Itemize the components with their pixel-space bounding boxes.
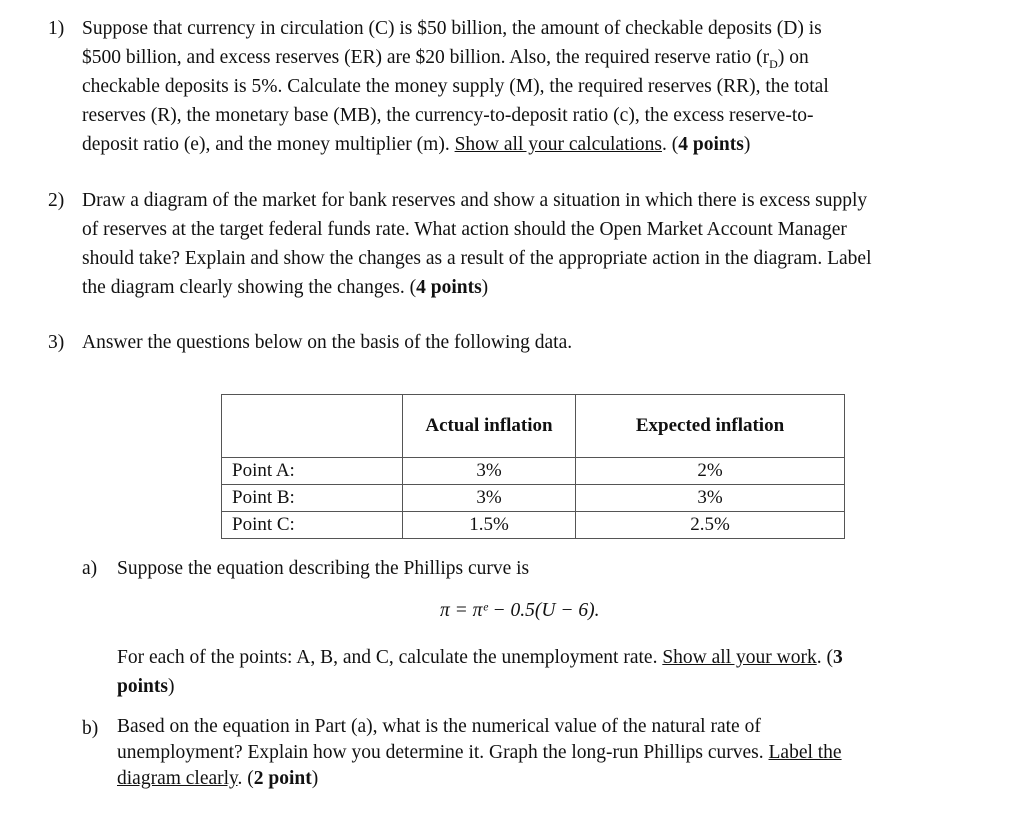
- table-header-cell: Expected inflation: [576, 395, 845, 458]
- table-row: [222, 512, 845, 539]
- label-diagram-underlined: Label the: [768, 742, 842, 763]
- show-calculations-underlined: Show all your calculations: [454, 134, 662, 155]
- part-a-label: a): [82, 558, 98, 579]
- label-diagram-underlined-cont: diagram clearly: [117, 768, 238, 789]
- table-cell: 3%: [576, 485, 845, 512]
- part-b-label: b): [82, 718, 99, 739]
- points-label: points: [117, 676, 168, 697]
- points-label: 4 points: [678, 134, 744, 155]
- table-cell: Point B:: [222, 485, 403, 512]
- table-row: [222, 458, 845, 485]
- question-1-number: 1): [48, 18, 65, 39]
- table-cell: 3%: [403, 485, 576, 512]
- phillips-equation: π = πᵉ − 0.5(U − 6).: [440, 600, 600, 621]
- points-label: 4 points: [416, 277, 482, 298]
- part-a-intro: Suppose the equation describing the Phillips curve is: [117, 558, 530, 579]
- table-cell: 2.5%: [576, 512, 845, 539]
- table-header-cell: Actual inflation: [403, 395, 576, 458]
- table-cell: Point C:: [222, 512, 403, 539]
- points-label: 3: [832, 647, 843, 668]
- problem-sheet: 1) Suppose that currency in circulation (C) is $50 billion, the amount of checkable deposits (D) is $500 billion, and excess reserves (ER) are $20 billion. Also, the required reserve ratio $(r_D)$ on checkable deposits is 5%. Calculate the money supply (M), the required reserves (RR), the total reserves (R), the monetary base (MB), the currency-to-deposit ratio (c), the excess reserve-to- deposit ratio (e), and the money multiplier (m). Show all your calculations. (4 points) 2) Draw a diagram of the market for bank reserves and show a situation in which there is excess supply of reserves at the target federal funds rate. What action should the Open Market Account Manager should take? Explain and show the changes as a result of the appropriate action in the diagram. Label the diagram clearly showing the changes. (4 points) 3) Answer the questions below on the basis of the following data. Actual inflation Expected inflation Point A: 3% 2% Point B: 3% 3% Point C: 1.5% 2.5% a) Suppose the equation describing the Phillips curve is π = πᵉ − 0.5(U − 6). For each of the points: A, B, and C, calculate the unemployment rate. Show all your work. (3 points) b) Based on the equation in Part (a), what is the numerical value of the natural rate of unemployment? Explain how you determine it. Graph the long-run Phillips curves. Label the diagram clearly. (2 point): [0, 0, 1018, 834]
- show-work-underlined: Show all your work: [662, 647, 817, 668]
- table-header-cell: [222, 395, 403, 458]
- question-1-text: Suppose that currency in circulation (C) is $50 billion, the amount of checkable deposits (D) is $500 billion, and excess reserves (ER) are $20 billion. Also, the required reserve ratio $(r_D)$ on checkable deposits is 5%. Calculate the money supply (M), the required reserves (RR), the total reserves (R), the monetary base (MB), the currency-to-deposit ratio (c), the excess reserve-to- deposit ratio (e), and the money multiplier (m). Show all your calculations. (4 points): [82, 18, 829, 155]
- question-3-text: Answer the questions below on the basis of the following data.: [82, 332, 573, 353]
- inflation-table: [221, 394, 845, 539]
- table-cell: 1.5%: [403, 512, 576, 539]
- table-cell: Point A:: [222, 458, 403, 485]
- table-row: [222, 485, 845, 512]
- question-2-text: Draw a diagram of the market for bank reserves and show a situation in which there is excess supply of reserves at the target federal funds rate. What action should the Open Market Account Manager should take? Explain and show the changes as a result of the appropriate action in the diagram. Label the diagram clearly showing the changes. (4 points): [82, 190, 872, 298]
- question-3-number: 3): [48, 332, 65, 353]
- table-cell: 3%: [403, 458, 576, 485]
- table-cell: 2%: [576, 458, 845, 485]
- points-label: 2 point: [253, 768, 312, 789]
- question-2-number: 2): [48, 190, 65, 211]
- part-b-text: Based on the equation in Part (a), what is the numerical value of the natural rate of unemployment? Explain how you determine it. Graph the long-run Phillips curves. Label the diagram clearly. (2 point): [117, 716, 842, 789]
- table-header-row: [222, 395, 845, 458]
